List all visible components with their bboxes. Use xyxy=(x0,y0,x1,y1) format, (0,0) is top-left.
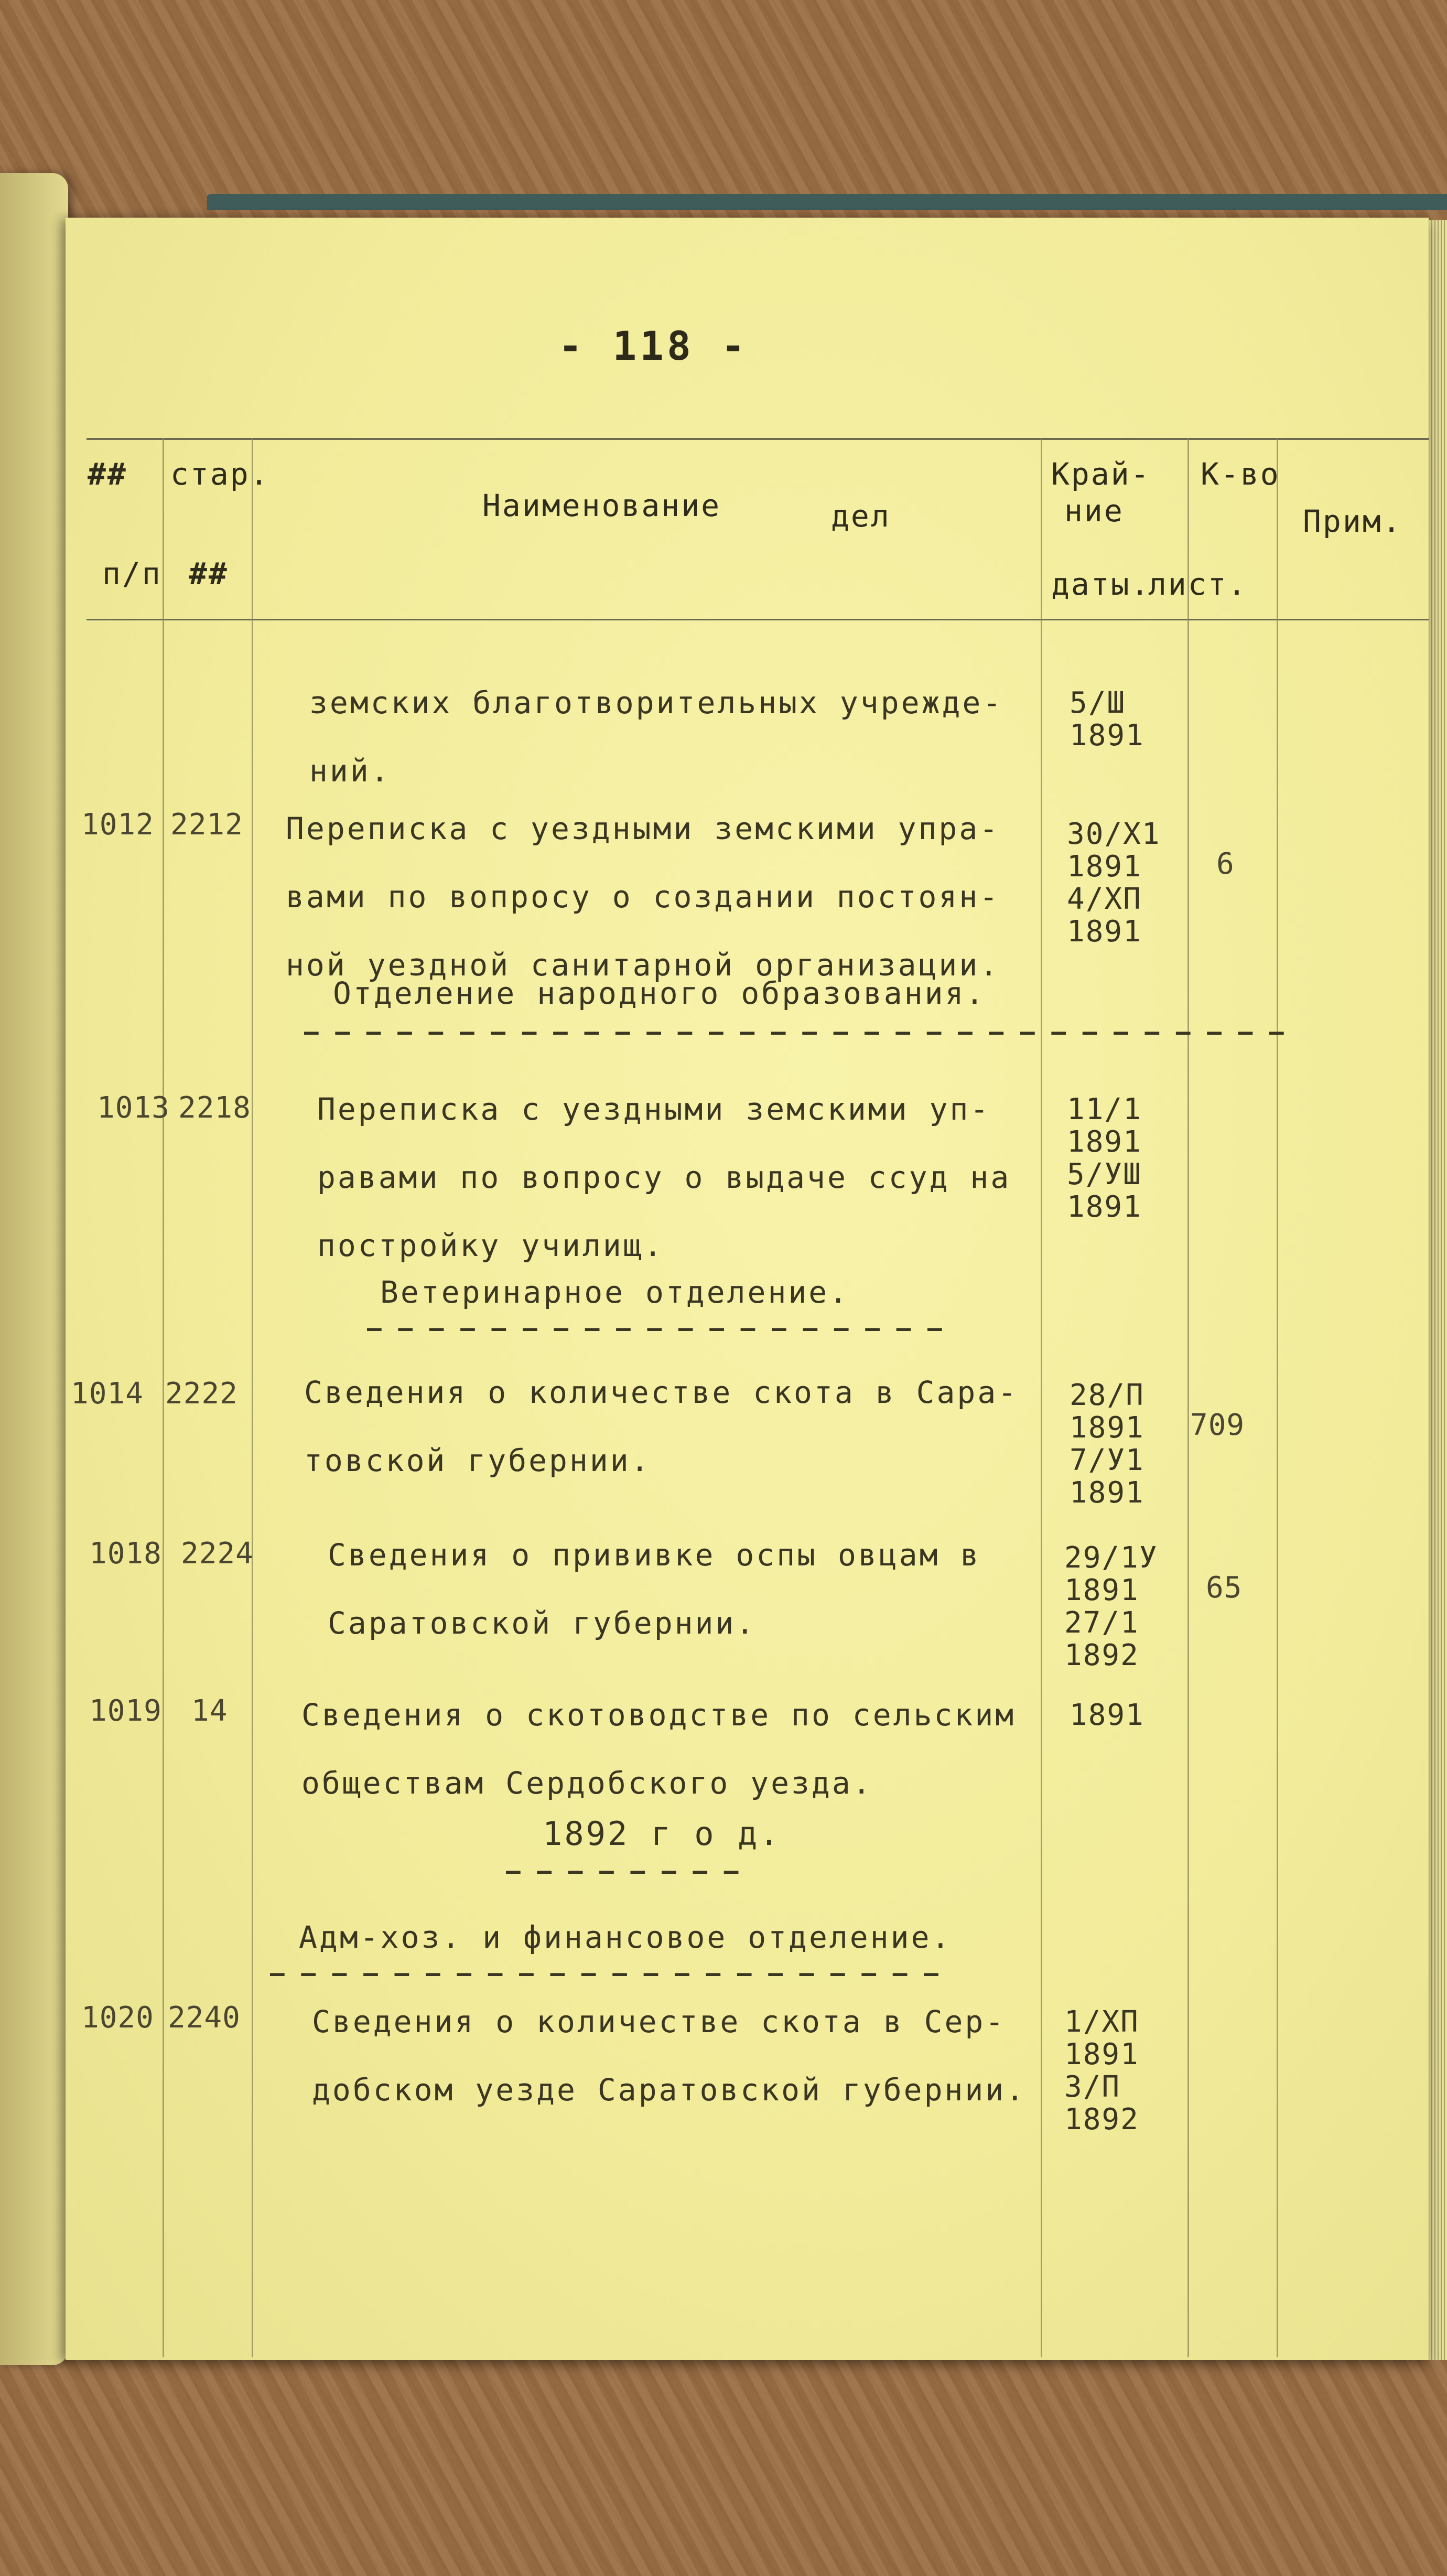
column-divider xyxy=(1277,438,1278,2357)
case-title: земских благотворительных учрежде- ний. xyxy=(309,685,1003,789)
column-divider xyxy=(1187,438,1189,2357)
case-title: Переписка с уездными земскими уп- равами по вопросу о выдаче ссуд на постройку училищ. xyxy=(317,1091,1011,1263)
header-sheets-2: лист. xyxy=(1148,566,1248,602)
record-number: 1018 xyxy=(89,1537,162,1571)
column-divider xyxy=(1041,438,1042,2357)
page-number: - 118 - xyxy=(558,323,749,369)
column-divider xyxy=(252,438,253,2357)
record-number: 1019 xyxy=(89,1694,162,1728)
sheet-count: 6 xyxy=(1216,847,1235,881)
extreme-dates: 1/XП 1891 3/П 1892 xyxy=(1064,2005,1139,2137)
header-dates-2: ние xyxy=(1064,493,1124,529)
header-dates-1: Край- xyxy=(1051,456,1151,492)
header-notes: Прим. xyxy=(1303,503,1402,539)
extreme-dates: 1891 xyxy=(1070,1698,1144,1732)
section-heading-finance: Адм-хоз. и финансовое отделение. xyxy=(299,1919,952,1955)
section-heading-education: Отделение народного образования. xyxy=(333,975,986,1011)
document-page xyxy=(66,218,1429,2360)
section-heading-veterinary: Ветеринарное отделение. xyxy=(380,1274,850,1310)
extreme-dates: 5/Ш 1891 xyxy=(1070,686,1144,753)
case-title: Сведения о количестве скота в Сара- товской губернии. xyxy=(304,1375,1019,1478)
section-underline: — — — — — — — — — — — — — — — — — — — xyxy=(367,1314,943,1342)
header-dates-3: даты. xyxy=(1051,566,1151,602)
facing-page-edge xyxy=(0,173,68,2365)
sheet-count: 65 xyxy=(1206,1571,1243,1605)
header-sheets-1: К-во xyxy=(1201,456,1280,492)
old-number: 2224 xyxy=(181,1537,254,1571)
year-underline: — — — — — — — — xyxy=(506,1856,740,1885)
header-bottom-rule xyxy=(87,619,1429,620)
extreme-dates: 29/1У 1891 27/1 1892 xyxy=(1064,1541,1158,1672)
record-number: 1020 xyxy=(81,2001,154,2035)
header-num-pp: п/п xyxy=(102,556,162,592)
old-number: 2222 xyxy=(165,1377,238,1411)
case-title: Сведения о прививке оспы овцам в Саратовской губернии. xyxy=(328,1537,981,1641)
column-divider xyxy=(163,438,164,2357)
section-underline: — — — — — — — — — — — — — — — — — — — — — — xyxy=(270,1959,940,1987)
old-number: 14 xyxy=(191,1694,228,1728)
table-top-rule xyxy=(87,438,1429,440)
header-name-1: Наименование xyxy=(482,488,721,523)
book-binding xyxy=(207,194,1447,210)
extreme-dates: 30/X1 1891 4/XП 1891 xyxy=(1067,817,1161,949)
header-old: стар. xyxy=(170,456,270,492)
header-num-hash: ## xyxy=(88,456,127,492)
old-number: 2240 xyxy=(168,2001,241,2035)
old-number: 2212 xyxy=(170,808,243,842)
year-heading: 1892 г о д. xyxy=(543,1815,781,1853)
sheet-count: 709 xyxy=(1190,1408,1245,1442)
record-number: 1014 xyxy=(71,1377,144,1411)
record-number: 1012 xyxy=(81,808,154,842)
case-title: Переписка с уездными земскими упра- вами по вопросу о создании постоян- ной уездной санитарной организации. xyxy=(286,811,1000,983)
extreme-dates: 11/1 1891 5/УШ 1891 xyxy=(1067,1092,1142,1224)
section-underline: — — — — — — — — — — — — — — — — — — — — — — — — — — — — — — — — xyxy=(304,1017,1285,1046)
header-old-hash: ## xyxy=(189,556,229,592)
case-title: Сведения о скотоводстве по сельским обществам Сердобского уезда. xyxy=(301,1697,1016,1801)
case-title: Сведения о количестве скота в Сер- добском уезде Саратовской губернии. xyxy=(312,2004,1027,2108)
extreme-dates: 28/П 1891 7/У1 1891 xyxy=(1070,1378,1144,1510)
record-number: 1013 xyxy=(97,1091,170,1125)
header-name-2: дел xyxy=(831,498,891,534)
old-number: 2218 xyxy=(178,1091,251,1125)
